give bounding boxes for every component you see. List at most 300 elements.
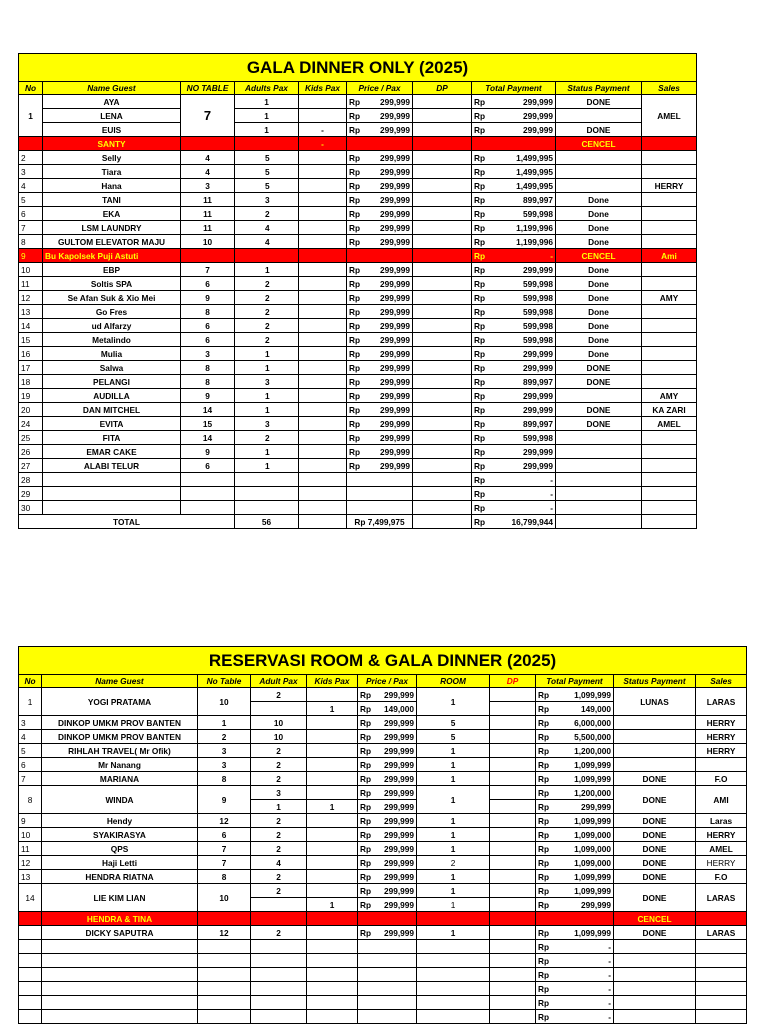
amount-value: 299,999 [523,460,553,471]
room-count: 1 [417,884,490,898]
guest-name: EMAR CAKE [43,445,181,459]
room-count: 5 [417,716,490,730]
table-row [19,730,747,744]
dp [413,109,472,123]
price-pax [347,487,413,501]
row-number [19,912,42,926]
table-number: 6 [198,828,251,842]
guest-name: DAN MITCHEL [43,403,181,417]
price-pax [358,884,417,898]
currency-label: Rp [538,829,550,840]
row-number: 3 [19,716,42,730]
amount-value: 1,199,996 [516,236,553,247]
currency-label: Rp [349,404,361,415]
price-pax [347,403,413,417]
price-pax [358,814,417,828]
total-payment [472,277,556,291]
total-payment [536,688,614,702]
price-pax [347,501,413,515]
table-row [19,95,697,109]
dp [413,305,472,319]
price-pax [347,375,413,389]
table-number: 7 [198,842,251,856]
status-payment: Done [556,291,642,305]
total-payment-sum [472,515,556,529]
dp [413,221,472,235]
dp [413,459,472,473]
table-row [19,688,747,702]
adults-pax: 5 [235,151,299,165]
amount-value: 299,999 [380,306,410,317]
row-number: 18 [19,375,43,389]
row-number: 9 [19,814,42,828]
row-number: 12 [19,291,43,305]
row-number: 13 [19,870,42,884]
currency-label: Rp [474,418,486,429]
total-payment [472,123,556,137]
currency-label: Rp [349,236,361,247]
price-pax [358,898,417,912]
amount-value: 599,998 [523,320,553,331]
sales [642,137,697,151]
header-kids-pax: Kids Pax [299,82,347,95]
kids-pax [307,730,358,744]
row-number: 26 [19,445,43,459]
cell [417,1010,490,1024]
amount-value: 1,200,000 [574,787,611,798]
price-pax [347,249,413,263]
amount-value: 6,000,000 [574,717,611,728]
status-payment: LUNAS [614,688,696,716]
currency-label: Rp [538,843,550,854]
currency-label: Rp [349,124,361,135]
currency-label: Rp [360,787,372,798]
table-row [19,109,697,123]
status-payment [556,501,642,515]
guest-name: TANI [43,193,181,207]
total-payment [536,702,614,716]
total-payment [536,828,614,842]
status-payment: Done [556,235,642,249]
table-number: 3 [181,347,235,361]
cell [307,1010,358,1024]
room-count: 1 [417,828,490,842]
guest-name: HENDRA & TINA [42,912,198,926]
amount-value: 299,999 [523,124,553,135]
row-number: 3 [19,165,43,179]
cell [417,968,490,982]
table-row [19,151,697,165]
kids-pax: - [299,137,347,151]
currency-label: Rp [349,152,361,163]
row-number: 11 [19,842,42,856]
sales [642,487,697,501]
kids-pax [299,445,347,459]
total-payment [472,403,556,417]
adults-pax: 1 [235,403,299,417]
table-row [19,459,697,473]
price-pax [347,221,413,235]
currency-label: Rp [349,334,361,345]
cell [251,912,307,926]
dp [490,898,536,912]
room-count: 1 [417,758,490,772]
total-payment [536,940,614,954]
total-payment [472,417,556,431]
table-row [19,403,697,417]
sales [642,347,697,361]
table-number [181,249,235,263]
adults-pax: 5 [235,179,299,193]
room-count: 1 [417,814,490,828]
cell [536,912,614,926]
table-row [19,473,697,487]
currency-label: Rp [360,773,372,784]
kids-pax: 1 [307,702,358,716]
table-row [19,235,697,249]
adults-pax: 3 [235,417,299,431]
total-payment [472,487,556,501]
status-payment [614,954,696,968]
dp [490,856,536,870]
amount-value: 299,999 [380,320,410,331]
currency-label: Rp [474,250,486,261]
cell [251,1010,307,1024]
adult-pax: 2 [251,688,307,702]
price-pax [347,459,413,473]
currency-label: Rp [474,348,486,359]
kids-pax: 1 [307,898,358,912]
cell [19,982,42,996]
table-number: 9 [198,786,251,814]
amount-value: - [550,488,553,499]
currency-label: Rp [474,516,486,527]
sales [642,305,697,319]
total-payment [472,431,556,445]
table-row [19,333,697,347]
table-number: 4 [181,151,235,165]
currency-label: Rp [474,180,486,191]
amount-value: 299,999 [380,110,410,121]
currency-label: Rp [360,885,372,896]
guest-name: DINKOP UMKM PROV BANTEN [42,730,198,744]
total-payment [472,207,556,221]
currency-label: Rp [474,124,486,135]
currency-label: Rp [474,194,486,205]
price-pax [347,109,413,123]
dp [490,744,536,758]
row-number: 8 [19,235,43,249]
cell [417,982,490,996]
header-row [19,82,697,95]
cell [307,996,358,1010]
cell [198,1010,251,1024]
sales [642,501,697,515]
room-count: 1 [417,898,490,912]
total-payment [536,996,614,1010]
dp [413,165,472,179]
adult-pax [251,898,307,912]
status-payment: Done [556,319,642,333]
status-payment [556,165,642,179]
sales [642,473,697,487]
total-payment [536,786,614,800]
price-pax [358,688,417,702]
status-payment: DONE [614,842,696,856]
row-number: 14 [19,884,42,912]
kids-pax [299,95,347,109]
currency-label: Rp [538,801,550,812]
status-payment: Done [556,221,642,235]
table-number: 10 [198,688,251,716]
currency-label: Rp [349,348,361,359]
sales: AMEL [696,842,747,856]
dp [413,431,472,445]
currency-label: Rp [538,941,550,952]
total-payment [472,235,556,249]
guest-name: LENA [43,109,181,123]
guest-name: RIHLAH TRAVEL( Mr Ofik) [42,744,198,758]
row-number: 20 [19,403,43,417]
table-number: 7 [181,263,235,277]
amount-value: 299,999 [380,292,410,303]
total-payment [472,151,556,165]
sales: F.O [696,772,747,786]
header-kids-pax: Kids Pax [307,675,358,688]
adults-pax: 1 [235,109,299,123]
currency-label: Rp [360,703,372,714]
currency-label: Rp [360,759,372,770]
currency-label: Rp [538,857,550,868]
table-number: 1 [198,716,251,730]
amount-value: 299,999 [523,348,553,359]
table-row [19,758,747,772]
amount-value: 299,999 [380,278,410,289]
amount-value: 299,999 [384,717,414,728]
amount-value: 299,999 [380,222,410,233]
room-count: 1 [417,744,490,758]
kids-pax [299,515,347,529]
guest-name: Bu Kapolsek Puji Astuti [43,249,181,263]
amount-value: 299,999 [380,194,410,205]
status-payment [556,473,642,487]
sales [642,263,697,277]
cell [42,954,198,968]
total-payment [536,1010,614,1024]
sales [696,1010,747,1024]
guest-name: AYA [43,95,181,109]
status-payment: Done [556,277,642,291]
dp [413,389,472,403]
guest-name [43,501,181,515]
price-pax [347,417,413,431]
kids-pax [299,473,347,487]
table-number: 8 [181,361,235,375]
price-pax [347,305,413,319]
price-pax [358,842,417,856]
price-pax [347,473,413,487]
header-status-payment: Status Payment [556,82,642,95]
price-pax [358,758,417,772]
status-payment [614,940,696,954]
amount-value: 299,999 [384,829,414,840]
table-number: 7 [198,856,251,870]
amount-value: 149,000 [581,703,611,714]
sales: Ami [642,249,697,263]
table-row [19,375,697,389]
kids-pax [299,417,347,431]
cell [490,968,536,982]
amount-value: 299,999 [384,773,414,784]
sales [696,758,747,772]
cell [198,996,251,1010]
kids-pax [299,249,347,263]
dp [490,926,536,940]
amount-value: 599,998 [523,334,553,345]
status-payment [556,515,642,529]
reservasi-title: RESERVASI ROOM & GALA DINNER (2025) [19,647,747,675]
dp [490,716,536,730]
table-number: 9 [181,291,235,305]
guest-name: Metalindo [43,333,181,347]
price-pax [347,165,413,179]
kids-pax [299,263,347,277]
row-number: 1 [19,688,42,716]
amount-value: 299,999 [380,362,410,373]
sales: HERRY [696,716,747,730]
gala-title: GALA DINNER ONLY (2025) [19,54,697,82]
table-number: 12 [198,814,251,828]
currency-label: Rp [349,362,361,373]
empty-row [19,940,747,954]
price-pax [358,744,417,758]
currency-label: Rp [474,236,486,247]
cell [42,940,198,954]
cell [198,940,251,954]
sales: AMEL [642,417,697,431]
status-payment: DONE [556,123,642,137]
sales [642,431,697,445]
cell [358,954,417,968]
sales [642,277,697,291]
dp [413,319,472,333]
amount-value: 5,500,000 [574,731,611,742]
guest-name: GULTOM ELEVATOR MAJU [43,235,181,249]
row-number: 19 [19,389,43,403]
currency-label: Rp [360,829,372,840]
amount-value: 299,999 [380,460,410,471]
status-payment: DONE [556,95,642,109]
sales: Laras [696,814,747,828]
amount-value: 899,997 [523,194,553,205]
dp [413,403,472,417]
currency-label: Rp [474,152,486,163]
sales: KA ZARI [642,403,697,417]
empty-row [19,1010,747,1024]
guest-name: FITA [43,431,181,445]
cell [42,996,198,1010]
total-payment [536,800,614,814]
guest-name: HENDRA RIATNA [42,870,198,884]
cell [19,1010,42,1024]
kids-pax [307,884,358,898]
status-payment: Done [556,193,642,207]
row-number: 9 [19,249,43,263]
status-payment: DONE [614,870,696,884]
cancelled-row [19,912,747,926]
row-number: 11 [19,277,43,291]
amount-value: 299,999 [384,843,414,854]
adult-pax: 2 [251,744,307,758]
currency-label: Rp [538,703,550,714]
guest-name: DICKY SAPUTRA [42,926,198,940]
kids-pax [299,165,347,179]
header-adult-pax: Adult Pax [251,675,307,688]
currency-label: Rp [538,1011,550,1022]
table-row [19,137,697,151]
currency-label: Rp [538,885,550,896]
cell [198,982,251,996]
cell [198,912,251,926]
amount-value: 299,999 [523,446,553,457]
room-count: 2 [417,856,490,870]
amount-value: 599,998 [523,306,553,317]
adults-pax: 3 [235,193,299,207]
cell [490,996,536,1010]
room-count: 5 [417,730,490,744]
guest-name: LIE KIM LIAN [42,884,198,912]
kids-pax [299,361,347,375]
sales [696,996,747,1010]
amount-value: 1,499,995 [516,152,553,163]
cell [417,954,490,968]
dp [413,277,472,291]
currency-label: Rp [474,376,486,387]
dp [413,375,472,389]
price-pax [358,926,417,940]
total-payment [536,758,614,772]
table-row [19,786,747,800]
amount-value: 299,999 [523,404,553,415]
table-number: 6 [181,333,235,347]
cell [490,912,536,926]
table-number: 6 [181,277,235,291]
amount-value: 1,099,999 [574,927,611,938]
header-no-table: No Table [198,675,251,688]
row-number: 27 [19,459,43,473]
amount-value: 299,999 [384,731,414,742]
price-pax [347,123,413,137]
cell [42,982,198,996]
total-adults: 56 [235,515,299,529]
kids-pax [299,431,347,445]
table-number: 8 [181,375,235,389]
status-payment: DONE [614,814,696,828]
guest-name: Se Afan Suk & Xio Mei [43,291,181,305]
table-row [19,179,697,193]
kids-pax [307,842,358,856]
header-no: No [19,82,43,95]
adults-pax: 2 [235,319,299,333]
cell [307,954,358,968]
guest-name: MARIANA [42,772,198,786]
guest-name: AUDILLA [43,389,181,403]
table-row [19,842,747,856]
currency-label: Rp [349,390,361,401]
adult-pax: 2 [251,772,307,786]
status-payment: CENCEL [614,912,696,926]
guest-name: DINKOP UMKM PROV BANTEN [42,716,198,730]
